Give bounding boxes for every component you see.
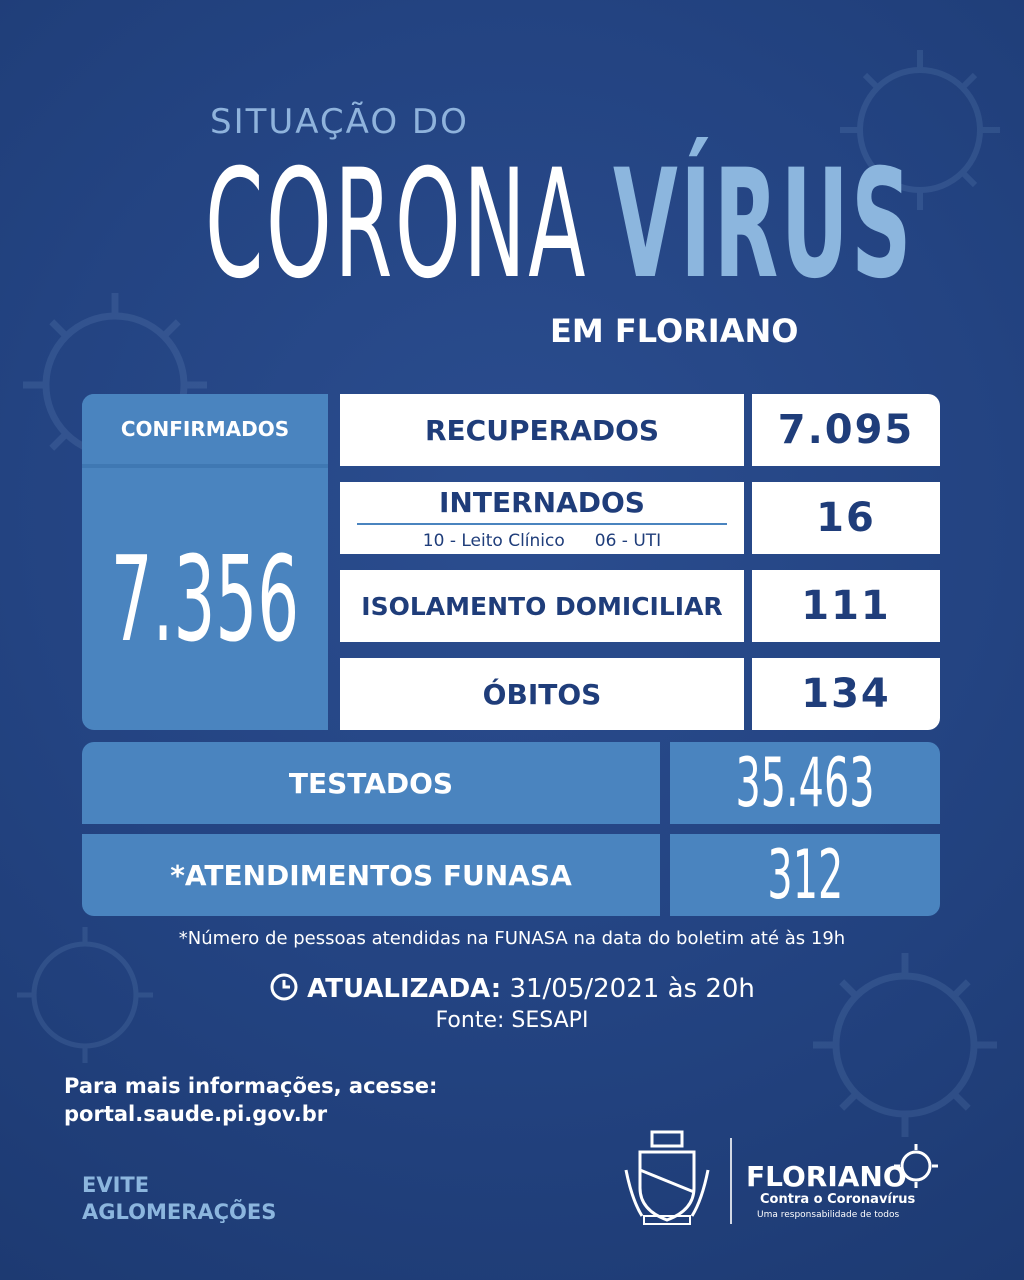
clock-icon <box>269 972 299 1002</box>
title-word-corona: CORONA <box>205 138 588 312</box>
funasa-value: 312 <box>670 834 940 916</box>
deaths-value: 134 <box>752 658 940 730</box>
isolation-label: ISOLAMENTO DOMICILIAR <box>340 570 744 642</box>
avoid-line2: AGLOMERAÇÕES <box>82 1200 277 1224</box>
confirmed-value: 7.356 <box>110 530 300 668</box>
hospitalized-value: 16 <box>752 482 940 554</box>
logo-subtitle: Contra o Coronavírus <box>760 1192 916 1207</box>
divider-line <box>357 523 727 525</box>
hospitalized-details <box>423 531 661 551</box>
tested-label: TESTADOS <box>82 742 660 824</box>
updated-line <box>0 972 1024 1004</box>
recovered-value: 7.095 <box>752 394 940 466</box>
confirmed-panel <box>82 394 328 730</box>
footnote: *Número de pessoas atendidas na FUNASA na data do boletim até às 19h <box>178 928 846 949</box>
tested-value: 35.463 <box>670 742 940 824</box>
source: Fonte: SESAPI <box>435 1008 589 1033</box>
info-link[interactable]: portal.saude.pi.gov.br <box>64 1102 328 1126</box>
hospitalized-clinical: 10 - Leito Clínico <box>422 530 565 551</box>
virus-illustration-icon <box>790 930 1020 1160</box>
avoid-crowds <box>82 1172 276 1226</box>
avoid-line1: EVITE <box>82 1173 150 1197</box>
logo-tagline: Uma responsabilidade de todos <box>757 1210 900 1220</box>
title-main <box>205 138 1024 312</box>
info-block <box>64 1072 437 1128</box>
logo-divider <box>730 1138 732 1224</box>
hospitalized-icu: 06 - UTI <box>594 530 662 551</box>
title-word-virus: VÍRUS <box>612 138 914 312</box>
hospitalized-label-box <box>340 482 744 554</box>
title-subtitle: EM FLORIANO <box>550 312 799 350</box>
coat-of-arms-icon <box>622 1130 712 1226</box>
confirmed-label: CONFIRMADOS <box>82 394 328 468</box>
recovered-label: RECUPERADOS <box>340 394 744 466</box>
title-top-line: SITUAÇÃO DO <box>210 102 469 142</box>
info-line1: Para mais informações, acesse: <box>64 1074 438 1098</box>
hospitalized-label: INTERNADOS <box>439 485 645 519</box>
funasa-label: *ATENDIMENTOS FUNASA <box>82 834 660 916</box>
isolation-value: 111 <box>752 570 940 642</box>
updated-label: ATUALIZADA: <box>307 974 502 1004</box>
deaths-label: ÓBITOS <box>340 658 744 730</box>
logo-title: FLORIANO <box>746 1160 907 1193</box>
updated-value: 31/05/2021 às 20h <box>509 974 755 1004</box>
